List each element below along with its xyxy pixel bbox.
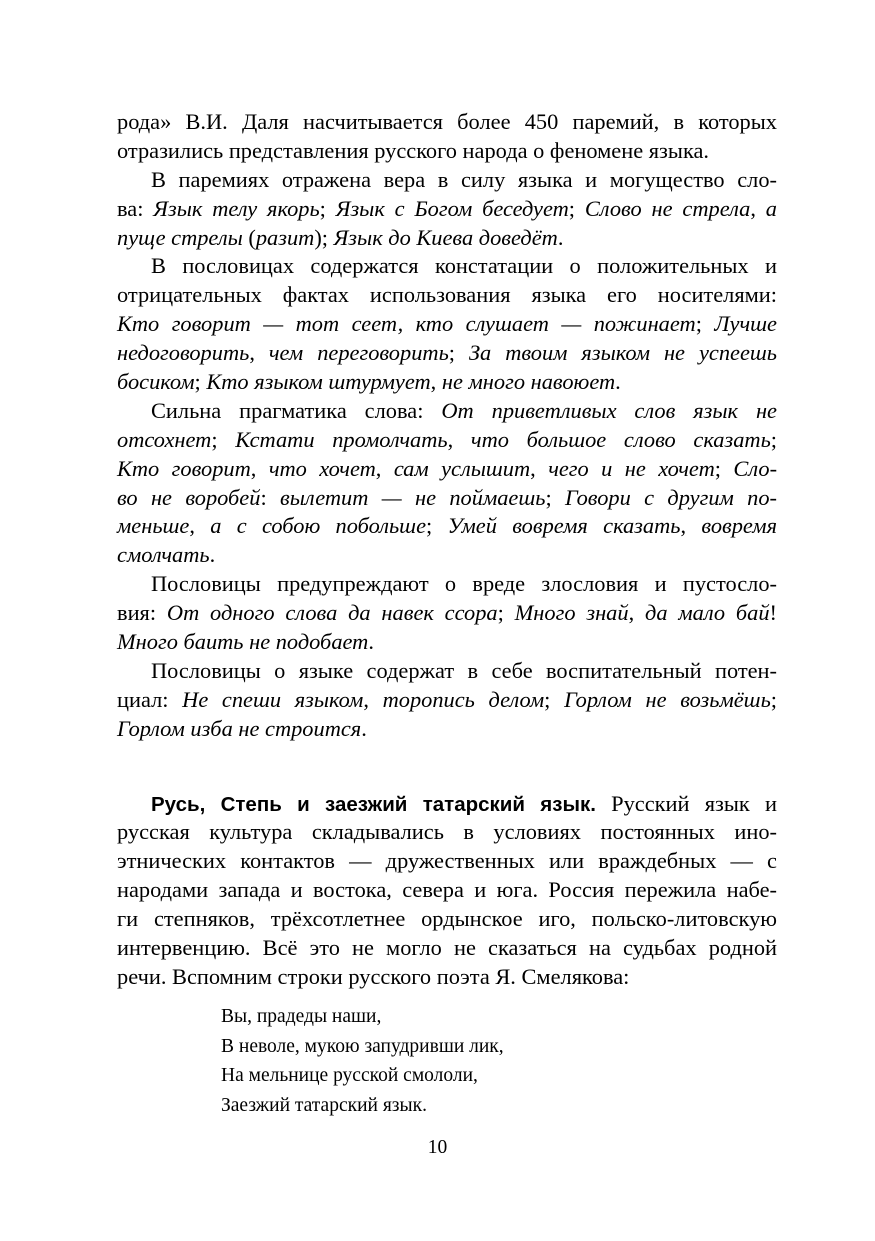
poem-line: В неволе, мукою запудривши лик, [221, 1035, 504, 1057]
text-line: интервенцию. Всё это не могло не сказаться на судьбах родной [117, 935, 777, 961]
text-line: Сильна прагматика слова: От приветливых слов язык не [151, 397, 777, 423]
paragraph-6 [117, 657, 777, 744]
text-line: Кто говорит, что хочет, сам услышит, чего и не хочет; Сло- [117, 455, 778, 481]
poem-line: Заезжий татарский язык. [221, 1094, 427, 1116]
paragraph-4 [117, 397, 777, 570]
proverb: Язык с Богом беседует [335, 195, 569, 221]
text-line: рода» В.И. Даля насчитывается более 450 паремий, в которых [117, 109, 777, 134]
paragraph-3 [117, 252, 777, 396]
proverb: Горлом изба не строится [117, 715, 362, 741]
paragraph-1 [117, 108, 777, 166]
text-line: речи. Вспомним строки русского поэта Я. Смелякова: [117, 963, 630, 989]
proverb: Слово не стрела [584, 195, 751, 221]
text-line: Русь, Степь и заезжий татарский язык. Русский язык и [151, 790, 777, 816]
proverb: Кстати промолчать [235, 426, 448, 452]
text-line: вия: От одного слова да навек ссора; Много знай, да мало бай! [117, 600, 777, 626]
proverb: Кто говорит [117, 455, 251, 481]
text-line: ги степняков, трёхсотлетнее ордынское иго, польско-литовскую [117, 906, 777, 932]
text-line: Пословицы о языке содержат в себе воспитательный потен- [151, 657, 777, 683]
page-body [117, 108, 777, 992]
paragraph-5 [117, 570, 777, 657]
text-line: босиком; Кто языком штурмует, не много навоюет. [117, 369, 621, 395]
poem-quote [221, 1002, 504, 1120]
text-line: В паремиях отражена вера в силу языка и могущество сло- [151, 166, 777, 192]
proverb: От одного слова да навек ссора [166, 600, 498, 626]
proverb: Не спеши языком [182, 686, 364, 712]
text-line: Пословицы предупреждают о вреде злословия и пустосло- [151, 571, 777, 597]
text-line: этнических контактов — дружественных или враждебных — с [117, 848, 777, 874]
proverb: Много баить не подобает [117, 629, 369, 655]
section-heading: Русь, Степь и заезжий татарский язык. [151, 792, 596, 816]
text-line: недоговорить, чем переговорить; За твоим языком не успеешь [117, 340, 777, 366]
text-line: Много баить не подобает. [117, 629, 374, 655]
text-line: смолчать. [117, 542, 216, 568]
text-line: народами запада и востока, севера и юга. Россия пережила набе- [117, 877, 777, 903]
section-rus-step [117, 790, 777, 992]
proverb: От приветливых слов язык не [441, 397, 777, 423]
proverb: Говори с другим по- [565, 484, 777, 510]
section-gap [117, 744, 777, 790]
proverb: Кто языком штурмует [206, 369, 431, 395]
text-line: В пословицах содержатся констатации о положительных и [151, 253, 777, 279]
text-line: отрицательных фактах использования языка его носителями: [117, 282, 777, 308]
proverb: Язык до Киева доведёт [333, 224, 558, 250]
text-line: отразились представления русского народа о феномене языка. [117, 137, 710, 163]
text-line: пуще стрелы (разит); Язык до Киева доведёт. [117, 224, 564, 250]
paragraph-2 [117, 166, 777, 253]
proverb: Язык телу якорь [153, 195, 320, 221]
text-line: меньше, а с собою побольше; Умей вовремя сказать, вовремя [117, 513, 778, 539]
proverb: Горлом не возьмёшь [564, 686, 771, 712]
text-line: Кто говорит — тот сеет, кто слушает — пожинает; Лучше [117, 311, 777, 337]
proverb: Кто говорит — тот сеет, кто слушает — пожинает [117, 311, 696, 337]
text-line: русская культура складывались в условиях постоянных ино- [117, 819, 777, 845]
text-line: отсохнет; Кстати промолчать, что большое слово сказать; [117, 426, 777, 452]
proverb: За твоим языком не успеешь [468, 340, 777, 366]
proverb: во не воробей [117, 484, 261, 510]
text-line: Горлом изба не строится. [117, 715, 367, 741]
text-line: во не воробей: вылетит — не поймаешь; Говори с другим по- [117, 484, 777, 510]
proverb: Умей вовремя сказать [447, 513, 681, 539]
poem-line: На мельнице русской смололи, [221, 1065, 478, 1086]
poem-line: Вы, прадеды наши, [221, 1006, 382, 1027]
text-line: ва: Язык телу якорь; Язык с Богом беседует; Слово не стрела, а [117, 195, 777, 221]
page-number: 10 [427, 1137, 448, 1158]
text-line: циал: Не спеши языком, торопись делом; Горлом не возьмёшь; [117, 686, 778, 712]
proverb: Много знай [514, 600, 629, 626]
